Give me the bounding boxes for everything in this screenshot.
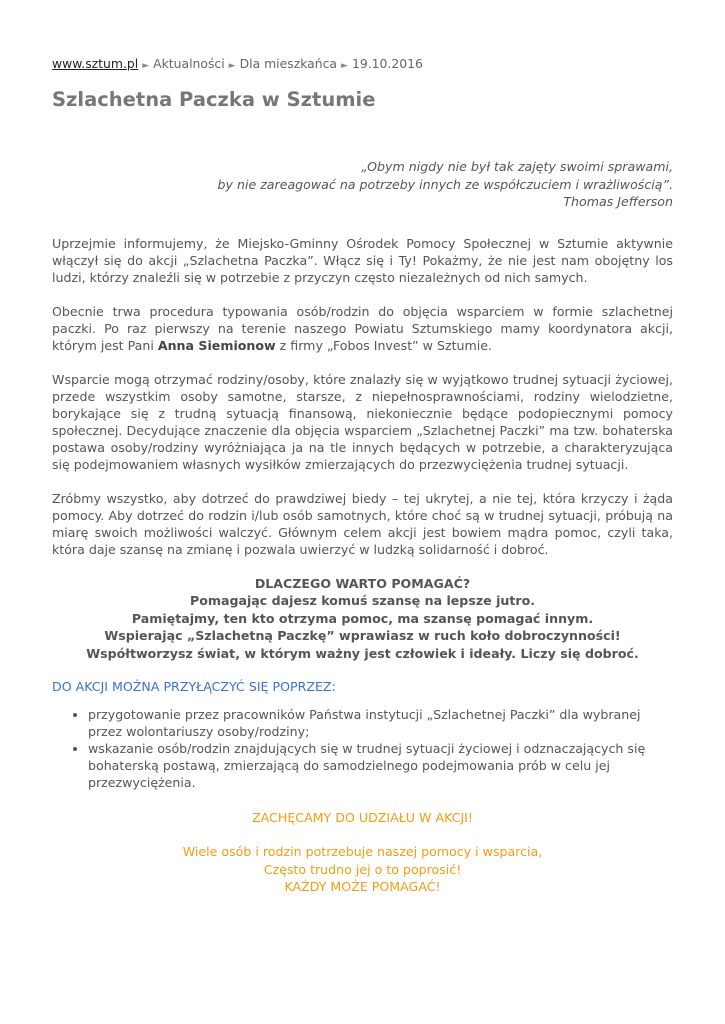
quote-author: Thomas Jefferson [563,194,673,209]
breadcrumb-separator-icon: ► [142,61,150,71]
paragraph-intro: Uprzejmie informujemy, że Miejsko-Gminny Ośrodek Pomocy Społecznej w Sztumie aktywnie włączył się do akcji „Szlachetna Paczka”. Włącz się i Ty! Pokażmy, że nie jest nam obojętny los ludzi, którzy znaleźli się w potrzebie z przyczyn często niezależnych od nich samych. [52,235,673,285]
list-item: • wskazanie osób/rodzin znajdujących się w trudnej sytuacji życiowej i odznaczających się bohaterską postawą, zmierzającą do samodzielnego podejmowania prób w celu jej przezwyciężenia. [88,740,673,791]
paragraph-goal: Zróbmy wszystko, aby dotrzeć do prawdziwej biedy – tej ukrytej, a nie tej, która krzyczy i żąda pomocy. Aby dotrzeć do rodzin i/lub osób samotnych, które choć są w trudnej sytuacji, próbują na miarę swoich możliwości walczyć. Głównym celem akcji jest bowiem mądra pomoc, czyli taka, która daje szansę na zmianę i pozwala uwierzyć w ludzką solidarność i dobroć. [52,490,673,557]
breadcrumb-home-link[interactable]: www.sztum.pl [52,56,139,71]
why-help-line: Wspierając „Szlachetną Paczkę” wprawiasz w ruch koło dobroczynności! [104,628,621,643]
join-heading: DO AKCJI MOŻNA PRZYŁĄCZYĆ SIĘ POPRZEZ: [52,679,336,694]
breadcrumb-separator-icon: ► [341,61,348,71]
join-list [52,706,673,791]
quote-block [52,158,673,211]
why-help-heading: DLACZEGO WARTO POMAGAĆ? [254,575,471,591]
breadcrumb-item-news[interactable]: Aktualności [153,56,225,71]
encourage-line: Wiele osób i rodzin potrzebuje naszej pomocy i wsparcia, [182,844,543,859]
article-content [52,158,673,896]
encourage-line: Często trudno jej o to poprosić! [263,861,462,877]
quote-line: „Obym nigdy nie był tak zajęty swoimi sprawami, [361,159,673,174]
encourage-line: KAŻDY MOŻE POMAGAĆ! [284,879,441,894]
breadcrumb-item-residents[interactable]: Dla mieszkańca [239,56,338,71]
encourage-call: ZACHĘCAMY DO UDZIAŁU W AKCJI! [252,810,473,825]
why-help-line: Współtworzysz świat, w którym ważny jest człowiek i ideały. Liczy się dobroć. [86,645,639,661]
paragraph-support: Wsparcie mogą otrzymać rodziny/osoby, które znalazły się w wyjątkowo trudnej sytuacji życiowej, przede wszystkim osoby samotne, starsze, z niepełnosprawnościami, rodziny wielodzietne, borykające się z trudną sytuacją finansową, niekoniecznie będące podopiecznymi pomocy społecznej. Decydujące znaczenie dla objęcia wsparciem „Szlachetnej Paczki” ma tzw. bohaterska postawa osoby/rodziny wyróżniająca ja na tle innych będących w potrzebie, a charakteryzująca się podejmowaniem własnych wysiłków zmierzających do przezwyciężenia trudnej sytuacji. [52,371,673,472]
breadcrumb-date: 19.10.2016 [351,56,423,71]
coordinator-name: Anna Siemionow [157,337,276,353]
why-help-block [52,575,673,663]
why-help-line: Pomagając dajesz komuś szansę na lepsze jutro. [189,593,536,608]
paragraph-text: z firmy „Fobos Invest” w Sztumie. [275,337,493,353]
breadcrumb [52,55,423,75]
paragraph-text: Obecnie trwa procedura typowania osób/rodzin do objęcia wsparciem w formie szlachetnej paczki. Po raz pierwszy na terenie naszego Powiatu Sztumskiego mamy koordynatora akcji, którym jest Pani [52,303,673,353]
breadcrumb-separator-icon: ► [228,61,236,71]
quote-line: by nie zareagować na potrzeby innych ze współczuciem i wrażliwością”. [217,176,673,192]
list-item: • przygotowanie przez pracowników Państwa instytucji „Szlachetnej Paczki” dla wybranej przez wolontariuszy osoby/rodziny; [88,706,673,740]
paragraph-coordinator [52,303,673,354]
why-help-line: Pamiętajmy, ten kto otrzyma pomoc, ma szansę pomagać innym. [131,610,594,626]
encourage-block [52,809,673,896]
page-title: Szlachetna Paczka w Sztumie [52,88,376,111]
